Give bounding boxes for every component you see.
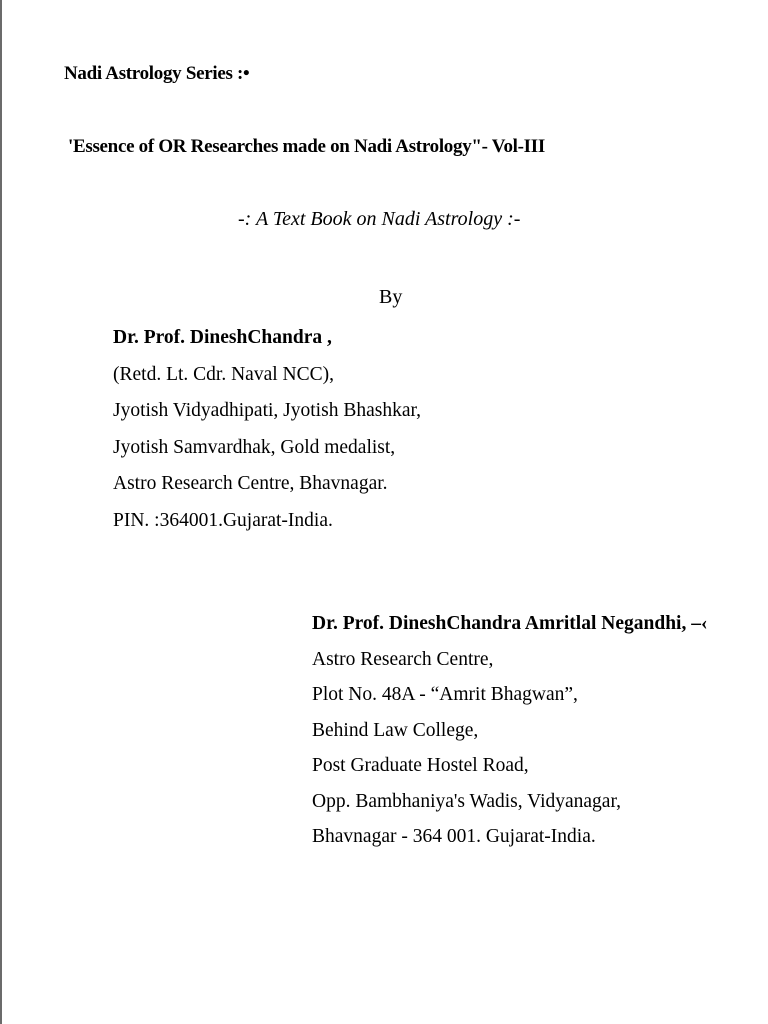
author-name: Dr. Prof. DineshChandra , [113,327,332,348]
author-credential-line: PIN. :364001.Gujarat-India. [113,509,333,531]
by-label: By [379,286,403,308]
author-credential-line: (Retd. Lt. Cdr. Naval NCC), [113,363,334,385]
book-subtitle: -: A Text Book on Nadi Astrology :- [238,208,521,230]
contact-address-block [312,606,707,855]
address-line: Bhavnagar - 364 001. Gujarat-India. [312,826,596,847]
address-line: Plot No. 48A - “Amrit Bhagwan”, [312,684,578,705]
address-line: Post Graduate Hostel Road, [312,755,529,776]
contact-name: Dr. Prof. DineshChandra Amritlal Negandhi, –‹ [312,613,708,634]
author-credential-line: Jyotish Vidyadhipati, Jyotish Bhashkar, [113,400,422,421]
author-credential-line: Astro Research Centre, Bhavnagar. [113,473,388,494]
series-label: Nadi Astrology Series :• [64,63,250,84]
address-line: Opp. Bambhaniya's Wadis, Vidyanagar, [312,790,622,812]
book-title: 'Essence of OR Researches made on Nadi Astrology"- Vol-III [68,136,545,157]
address-line: Behind Law College, [312,719,479,741]
author-block [113,320,421,539]
author-credential-line: Jyotish Samvardhak, Gold medalist, [113,436,396,458]
address-line: Astro Research Centre, [312,648,494,670]
